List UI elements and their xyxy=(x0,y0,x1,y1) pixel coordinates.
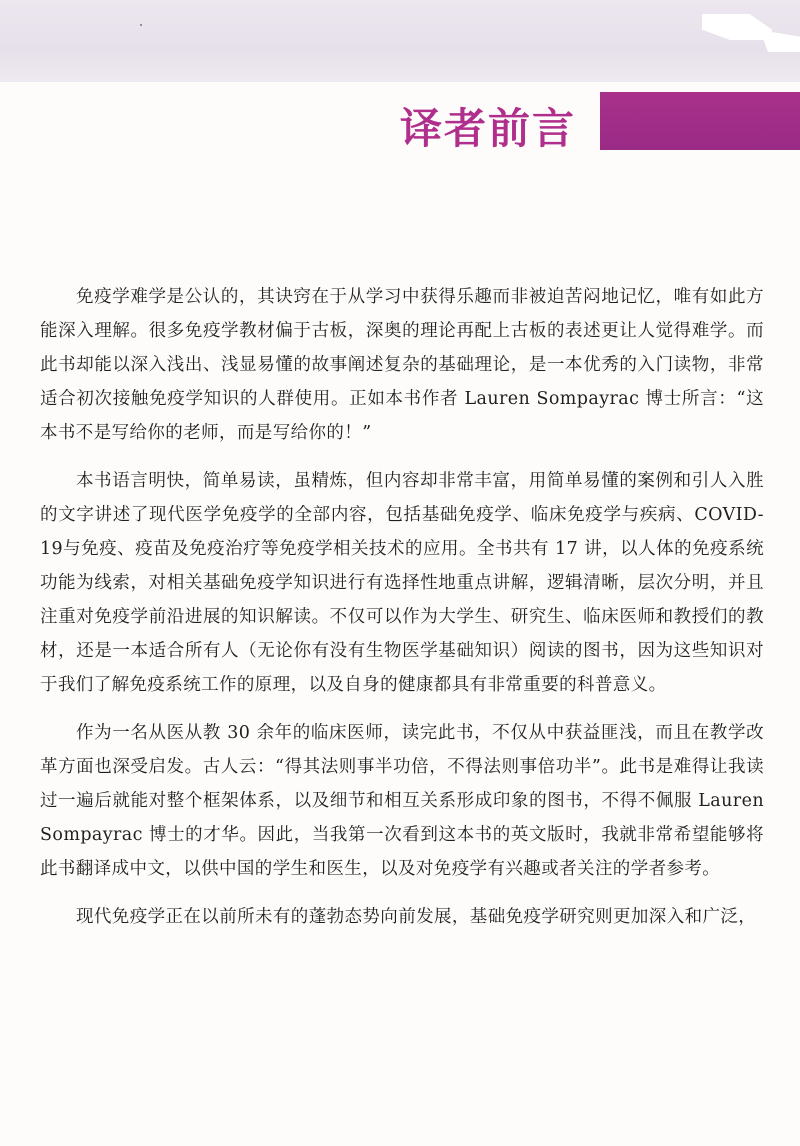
paragraph-1: 免疫学难学是公认的，其诀窍在于从学习中获得乐趣而非被迫苦闷地记忆，唯有如此方能深入理解。很多免疫学教材偏于古板，深奥的理论再配上古板的表述更让人觉得难学。而此书却能以深入浅出、浅显易懂的故事阐述复杂的基础理论，是一本优秀的入门读物，非常适合初次接触免疫学知识的人群使用。正如本书作者 Lauren Sompayrac 博士所言：“这本书不是写给你的老师，而是写给你的！” xyxy=(40,287,764,443)
paragraph-4: 现代免疫学正在以前所未有的蓬勃态势向前发展，基础免疫学研究则更加深入和广泛， xyxy=(76,907,757,927)
page-corner-notch xyxy=(702,14,772,40)
paragraph-2: 本书语言明快，简单易读，虽精炼，但内容却非常丰富，用简单易懂的案例和引人入胜的文字讲述了现代医学免疫学的全部内容，包括基础免疫学、临床免疫学与疾病、COVID-19与免疫、疫苗及免疫治疗等免疫学相关技术的应用。全书共有 17 讲，以人体的免疫系统功能为线索，对相关基础免疫学知识进行有选择性地重点讲解，逻辑清晰，层次分明，并且注重对免疫学前沿进展的知识解读。不仅可以作为大学生、研究生、临床医师和教授们的教材，还是一本适合所有人（无论你有没有生物医学基础知识）阅读的图书，因为这些知识对于我们了解免疫系统工作的原理，以及自身的健康都具有非常重要的科普意义。 xyxy=(40,471,764,695)
top-band xyxy=(0,0,800,82)
scan-speck xyxy=(140,24,142,26)
page-corner-notch-2 xyxy=(760,30,800,52)
title-area xyxy=(0,92,800,156)
page-title: 译者前言 xyxy=(400,104,577,153)
paragraph-3: 作为一名从医从教 30 余年的临床医师，读完此书，不仅从中获益匪浅，而且在教学改革方面也深受启发。古人云：“得其法则事半功倍，不得法则事倍功半”。此书是难得让我读过一遍后就能对整个框架体系，以及细节和相互关系形成印象的图书，不得不佩服 Lauren Sompayrac 博士的才华。因此，当我第一次看到这本书的英文版时，我就非常希望能够将此书翻译成中文，以供中国的学生和医生，以及对免疫学有兴趣或者关注的学者参考。 xyxy=(40,723,764,879)
title-accent-bar xyxy=(600,92,800,150)
preface-body xyxy=(40,280,764,948)
